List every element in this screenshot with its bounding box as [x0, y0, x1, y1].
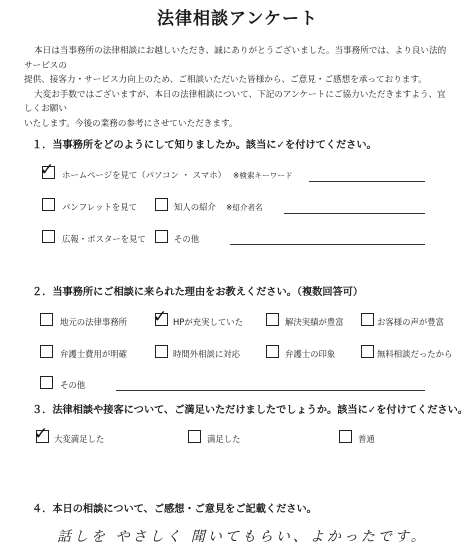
search-keyword-note: ※検索キーワード — [233, 171, 293, 180]
checkbox-poster[interactable] — [42, 230, 55, 243]
intro-line: 本日は当事務所の法律相談にお越しいただき、誠にありがとうございました。当事務所では、より良い法的サービスの — [24, 46, 447, 71]
checkbox-satisfied[interactable] — [188, 430, 201, 443]
question-4: ４．本日の相談について、ご感想・ご意見をご記載ください。 — [32, 504, 317, 515]
option-hp-label: HPが充実していた — [173, 317, 243, 327]
intro-line: 大変お手数ではございますが、本日の法律相談について、下記のアンケートにご協力いただきますよう、宜しくお願い — [24, 89, 446, 114]
search-keyword-line[interactable] — [309, 181, 425, 182]
question-3: ３．法律相談や接客について、ご満足いただけましたでしょうか。該当に✓を付けてください。 — [32, 405, 468, 416]
checkbox-pamphlet[interactable] — [42, 198, 55, 211]
option-other-1-label: その他 — [174, 234, 200, 244]
page-title: 法律相談アンケート — [157, 9, 318, 29]
intro-text — [24, 44, 454, 131]
checkbox-normal[interactable] — [339, 430, 352, 443]
option-homepage-label: ホームページを見て（パソコン ・ スマホ） — [62, 170, 226, 180]
checkbox-after-hours[interactable] — [155, 345, 168, 358]
check-mark: ✓ — [153, 307, 168, 327]
check-mark: ✓ — [34, 424, 49, 444]
referrer-note: ※紹介者名 — [226, 203, 263, 212]
handwritten-answer: 話しを やさしく 聞いてもらい、よかったです。 — [57, 529, 428, 545]
option-acquaintance-label: 知人の紹介 — [174, 202, 216, 212]
intro-line: いたします。今後の業務の参考にさせていただきます。 — [24, 118, 238, 129]
checkbox-acquaintance[interactable] — [155, 198, 168, 211]
other-2-line[interactable] — [116, 390, 425, 391]
option-clear-fees-label: 弁護士費用が明確 — [60, 349, 127, 359]
checkbox-local-firm[interactable] — [40, 313, 53, 326]
checkbox-other-2[interactable] — [40, 376, 53, 389]
intro-line: 提供、接客力・サービス力向上のため、ご相談いただいた皆様から、ご意見・ご感想を承っております。 — [24, 75, 427, 85]
checkbox-track-record[interactable] — [266, 313, 279, 326]
other-1-line[interactable] — [230, 244, 425, 245]
question-1: １．当事務所をどのようにして知りましたか。該当に✓を付けてください。 — [32, 140, 377, 151]
checkbox-other-1[interactable] — [155, 230, 168, 243]
option-other-2-label: その他 — [60, 380, 86, 390]
option-pamphlet-label: パンフレットを見て — [62, 202, 137, 212]
option-very-satisfied-label: 大変満足した — [54, 434, 105, 444]
checkbox-testimonials[interactable] — [361, 313, 374, 326]
referrer-line[interactable] — [284, 213, 425, 214]
option-testimonials-label: お客様の声が豊富 — [377, 317, 444, 327]
option-satisfied-label: 満足した — [207, 434, 241, 444]
option-poster-label: 広報・ポスターを見て — [62, 234, 146, 244]
option-free-consultation-label: 無料相談だったから — [377, 349, 453, 359]
option-lawyer-impression-label: 弁護士の印象 — [285, 349, 336, 359]
checkbox-clear-fees[interactable] — [40, 345, 53, 358]
checkbox-lawyer-impression[interactable] — [266, 345, 279, 358]
check-mark: ✓ — [40, 160, 55, 180]
option-after-hours-label: 時間外相談に対応 — [173, 349, 240, 359]
option-track-record-label: 解決実績が豊富 — [285, 317, 344, 327]
option-normal-label: 普通 — [358, 434, 375, 444]
question-2: ２．当事務所にご相談に来られた理由をお教えください。（複数回答可） — [32, 287, 364, 298]
option-local-firm-label: 地元の法律事務所 — [60, 317, 127, 327]
checkbox-free-consultation[interactable] — [361, 345, 374, 358]
